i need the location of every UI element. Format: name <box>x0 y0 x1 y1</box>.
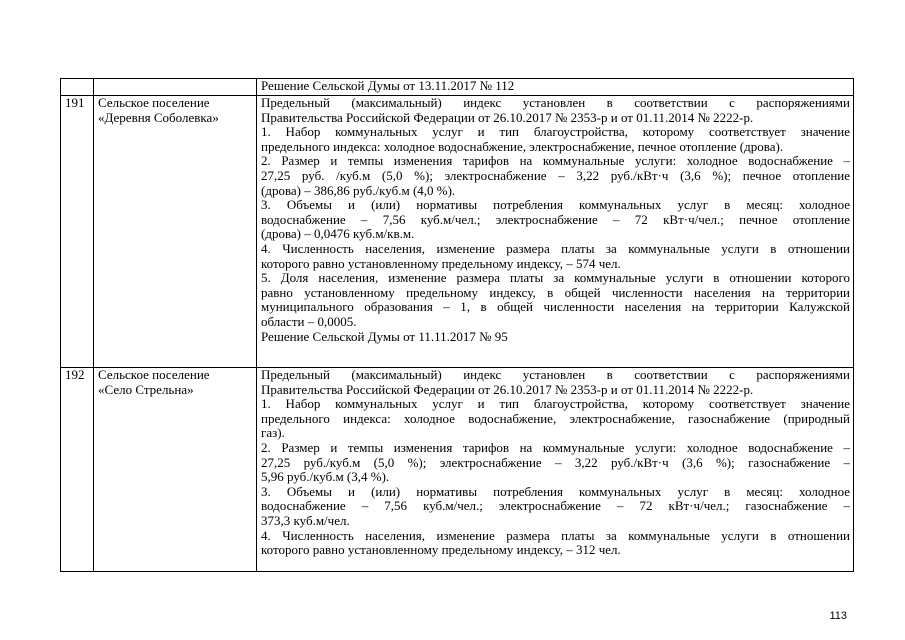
paragraph <box>261 96 850 125</box>
text-line: 5,96 руб./куб.м (3,4 %). <box>261 470 390 485</box>
text-line: 27,25 руб./куб.м (5,0 %); электроснабжение – 3,22 руб./кВт·ч (3,6 %); газоснабжение – <box>261 455 850 470</box>
row-number-cell <box>61 79 94 96</box>
text-line: предельного индекса: холодное водоснабжение, электроснабжение, печное отопление (дрова). <box>261 139 784 154</box>
text-line: 5. Доля населения, изменение размера платы за коммунальные услуги в отношении которого <box>261 271 850 286</box>
text-line: 1. Набор коммунальных услуг и тип благоустройства, которому соответствует значение <box>261 125 850 140</box>
table-row-191 <box>61 96 854 368</box>
text-line: газ). <box>261 426 285 441</box>
text-line: муниципального образования – 1, в общей численности населения на территории Калужской <box>261 300 850 315</box>
settlement-name-line: «Село Стрельна» <box>98 382 194 397</box>
text-line: Предельный (максимальный) индекс установлен в соответствии с распоряжениями <box>261 96 850 110</box>
text-line: (дрова) – 0,0476 куб.м/кв.м. <box>261 227 415 242</box>
paragraph <box>261 441 850 485</box>
settlement-name-line: Сельское поселение <box>98 368 210 382</box>
text-line: которого равно установленному предельному индексу, – 574 чел. <box>261 256 621 271</box>
description-cell <box>257 96 854 368</box>
settlement-cell <box>94 96 257 368</box>
table-row-top <box>61 79 854 96</box>
text-line: 1. Набор коммунальных услуг и тип благоустройства, которому соответствует значение <box>261 397 850 412</box>
text-line: Предельный (максимальный) индекс установлен в соответствии с распоряжениями <box>261 368 850 382</box>
text-line: 4. Численность населения, изменение размера платы за коммунальные услуги в отношении <box>261 241 850 256</box>
paragraph <box>261 242 850 271</box>
text-line: Правительства Российской Федерации от 26.10.2017 № 2353-р и от 01.11.2014 № 2222-р. <box>261 382 754 397</box>
text-line: (дрова) – 386,86 руб./куб.м (4,0 %). <box>261 183 456 198</box>
paragraph <box>261 397 850 441</box>
description-cell <box>257 368 854 572</box>
paragraph <box>261 125 850 154</box>
text-line: 27,25 руб. /куб.м (5,0 %); электроснабжение – 3,22 руб./кВт·ч (3,6 %); печное отопление <box>261 168 850 183</box>
paragraph <box>261 485 850 529</box>
municipal-index-table <box>60 78 854 572</box>
text-line: 4. Численность населения, изменение размера платы за коммунальные услуги в отношении <box>261 528 850 543</box>
text-line: равно установленному предельному индексу, в общей численности населения на территории <box>261 285 850 300</box>
paragraph <box>261 529 850 558</box>
page-number: 113 <box>829 610 847 622</box>
text-line: 2. Размер и темпы изменения тарифов на коммунальные услуги: холодное водоснабжение – <box>261 440 850 455</box>
description-cell <box>257 79 854 96</box>
settlement-name-line: Сельское поселение <box>98 96 210 110</box>
text-line: водоснабжение – 7,56 куб.м/чел.; электроснабжение – 72 кВт·ч/чел.; печное отопление <box>261 212 850 227</box>
text-line: 2. Размер и темпы изменения тарифов на коммунальные услуги: холодное водоснабжение – <box>261 154 850 169</box>
text-line: предельного индекса: холодное водоснабжение, электроснабжение, газоснабжение (природный <box>261 411 850 426</box>
settlement-name-line: «Деревня Соболевка» <box>98 110 219 125</box>
row-number: 191 <box>61 96 94 368</box>
paragraph <box>261 271 850 329</box>
text-line: Правительства Российской Федерации от 26.10.2017 № 2353-р и от 01.11.2014 № 2222-р. <box>261 110 754 125</box>
settlement-cell <box>94 79 257 96</box>
paragraph <box>261 368 850 397</box>
paragraph <box>261 154 850 198</box>
settlement-cell <box>94 368 257 572</box>
text-line: 373,3 куб.м/чел. <box>261 513 350 528</box>
decision-line: Решение Сельской Думы от 13.11.2017 № 112 <box>261 79 515 93</box>
table-row-192 <box>61 368 854 572</box>
paragraph <box>261 198 850 242</box>
text-line: 3. Объемы и (или) нормативы потребления коммунальных услуг в месяц: холодное <box>261 484 850 499</box>
text-line: области – 0,0005. <box>261 314 357 329</box>
row-number: 192 <box>61 368 94 572</box>
text-line: 3. Объемы и (или) нормативы потребления коммунальных услуг в месяц: холодное <box>261 198 850 213</box>
text-line: водоснабжение – 7,56 куб.м/чел.; электроснабжение – 72 кВт·ч/чел.; газоснабжение – <box>261 499 850 514</box>
decision-line: Решение Сельской Думы от 11.11.2017 № 95 <box>261 329 508 344</box>
text-line: которого равно установленному предельному индексу, – 312 чел. <box>261 543 621 558</box>
